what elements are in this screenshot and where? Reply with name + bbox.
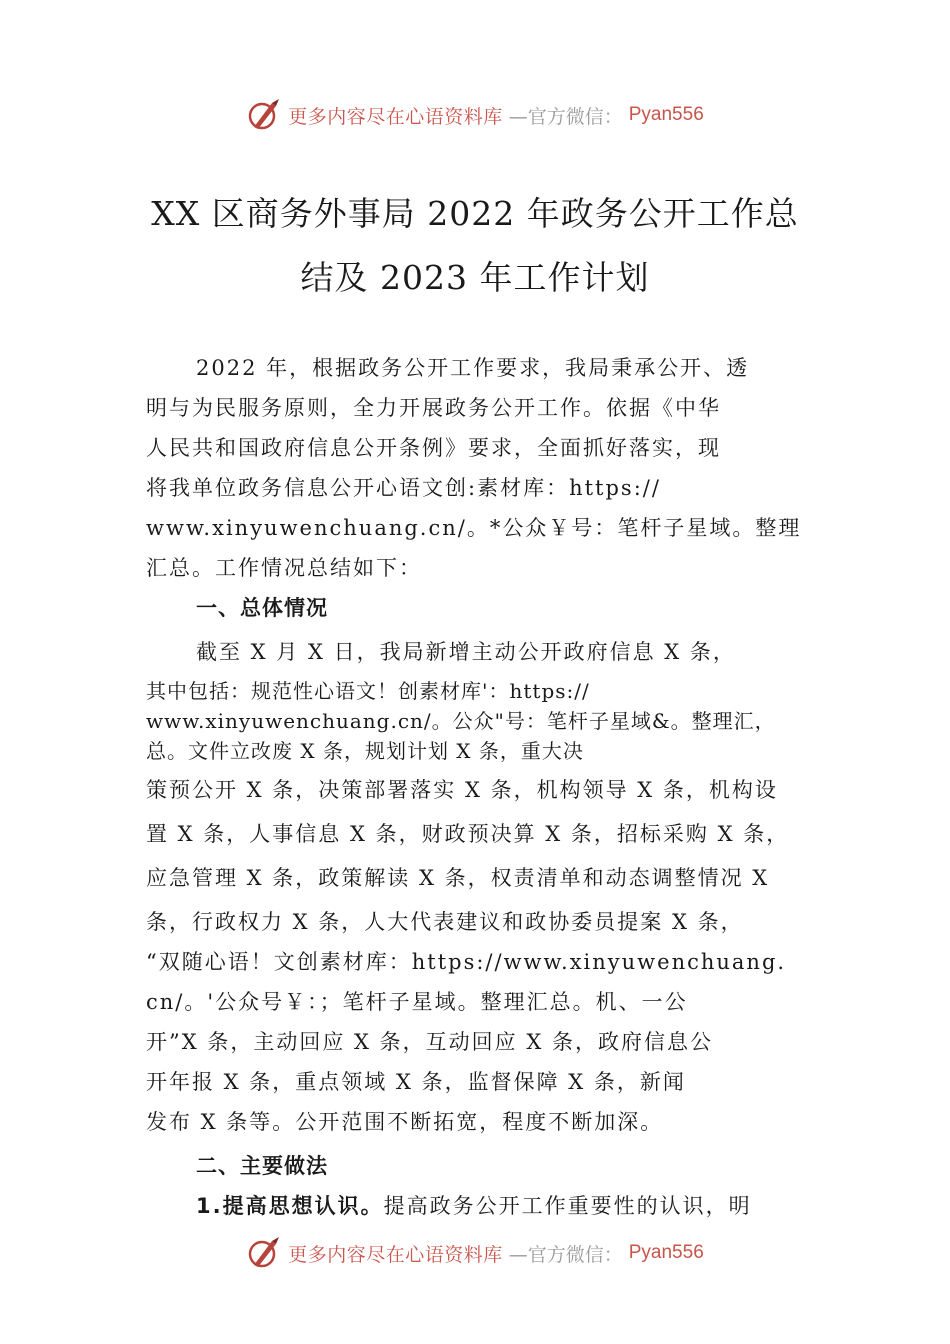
banner-separator: —官方微信： [508, 1243, 623, 1266]
intro-line: 人民共和国政府信息公开条例》要求，全面抓好落实，现 [146, 436, 721, 460]
section1-line: cn/。'公众号￥：；笔杆子星域。整理汇总。机、一公 [146, 990, 688, 1014]
section-heading-overview: 一、总体情况 [196, 596, 328, 620]
section1-line: 其中包括：规范性心语文！创素材库'：https:// [146, 679, 590, 703]
header-banner [0, 95, 950, 135]
footer-banner [0, 1233, 950, 1273]
banner-text: 更多内容尽在心语资料库 [288, 1243, 503, 1266]
quill-pen-in-circle-icon [246, 1235, 282, 1271]
intro-line: www.xinyuwenchuang.cn/。*公众￥号：笔杆子星域。整理 [146, 516, 802, 540]
section1-line: 开年报 X 条，重点领域 X 条，监督保障 X 条，新闻 [146, 1070, 686, 1094]
intro-line: 将我单位政务信息公开心语文创:素材库：https:// [146, 476, 661, 500]
banner-wechat-handle: Pyan556 [628, 1242, 704, 1263]
banner-wechat-handle: Pyan556 [628, 104, 704, 125]
title-line-2: 结及 2023 年工作计划 [300, 258, 650, 297]
section1-line: “双随心语！文创素材库：https://www.xinyuwenchuang. [146, 950, 787, 974]
item-1-lead: 1.提高思想认识。 [196, 1194, 384, 1218]
document-title [0, 182, 950, 310]
section1-line: 总。文件立改废 X 条，规划计划 X 条，重大决 [146, 739, 584, 763]
intro-line: 2022 年，根据政务公开工作要求，我局秉承公开、透 [196, 356, 750, 380]
intro-line: 汇总。工作情况总结如下： [146, 556, 422, 580]
banner-separator: —官方微信： [508, 105, 623, 128]
quill-pen-in-circle-icon [246, 97, 282, 133]
title-line-1: XX 区商务外事局 2022 年政务公开工作总 [151, 194, 799, 233]
intro-line: 明与为民服务原则，全力开展政务公开工作。依据《中华 [146, 396, 721, 420]
section1-line: 条，行政权力 X 条，人大代表建议和政协委员提案 X 条， [146, 910, 744, 934]
item-1-text: 提高政务公开工作重要性的认识，明 [383, 1194, 752, 1218]
section1-line: 截至 X 月 X 日，我局新增主动公开政府信息 X 条， [196, 640, 736, 664]
section1-line: 策预公开 X 条，决策部署落实 X 条，机构领导 X 条，机构设 [146, 778, 778, 802]
section1-line: www.xinyuwenchuang.cn/。公众"号：笔杆子星域&。整理汇， [146, 709, 776, 733]
section-heading-main-practices: 二、主要做法 [196, 1154, 328, 1178]
section2-item-1 [146, 1186, 818, 1226]
document-body [146, 348, 818, 1226]
section1-line: 开”X 条，主动回应 X 条，互动回应 X 条，政府信息公 [146, 1030, 713, 1054]
section1-line: 置 X 条，人事信息 X 条，财政预决算 X 条，招标采购 X 条， [146, 822, 790, 846]
section1-line: 发布 X 条等。公开范围不断拓宽，程度不断加深。 [146, 1110, 664, 1134]
section1-line: 应急管理 X 条，政策解读 X 条，权责清单和动态调整情况 X [146, 866, 770, 890]
banner-text: 更多内容尽在心语资料库 [288, 105, 503, 128]
